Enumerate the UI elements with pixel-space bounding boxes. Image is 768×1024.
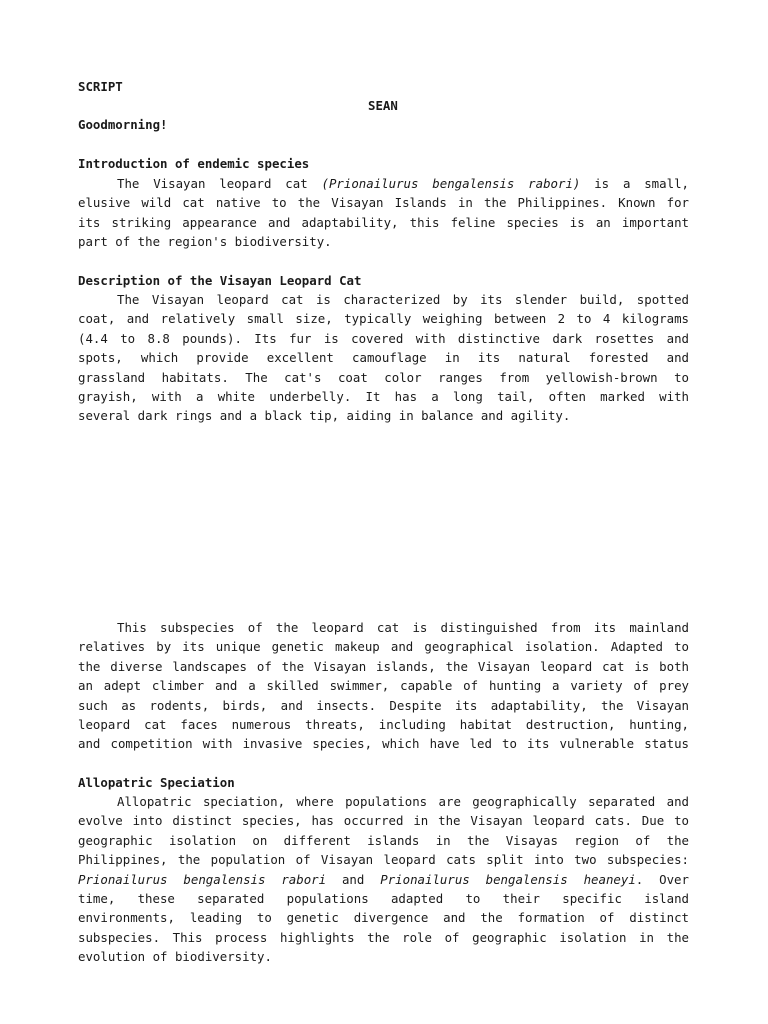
greeting: Goodmorning!	[78, 117, 168, 132]
paragraph-line: elusive wild cat native to the Visayan Islands in the Philippines. Known for	[78, 195, 689, 211]
paragraph-line: evolve into distinct species, has occurred in the Visayan leopard cats. Due to	[78, 813, 689, 829]
paragraph-intro	[78, 174, 689, 252]
paragraph-line: relatives by its unique genetic makeup and geographical isolation. Adapted to	[78, 639, 689, 655]
paragraph-line: spots, which provide excellent camouflage in its natural forested and	[78, 350, 689, 366]
scientific-name: (Prionailurus bengalensis rabori)	[321, 176, 581, 191]
paragraph-line: part of the region's biodiversity.	[78, 234, 332, 250]
paragraph-line: grassland habitats. The cat's coat color ranges from yellowish-brown to	[78, 369, 689, 385]
script-label: SCRIPT	[78, 79, 123, 94]
paragraph-subspecies	[78, 618, 689, 754]
paragraph-line: an adept climber and a skilled swimmer, capable of hunting a variety of prey	[78, 678, 689, 694]
paragraph-line: such as rodents, birds, and insects. Despite its adaptability, the Visayan	[78, 697, 689, 713]
paragraph-line: subspecies. This process highlights the role of geographic isolation in the	[78, 929, 689, 945]
paragraph-line: grayish, with a white underbelly. It has a long tail, often marked with	[78, 389, 689, 405]
paragraph-line: This subspecies of the leopard cat is distinguished from its mainland	[117, 620, 689, 635]
scientific-name: Prionailurus bengalensis heaneyi	[380, 871, 636, 887]
speaker-name: SEAN	[368, 98, 398, 113]
paragraph-line: environments, leading to genetic divergence and the formation of distinct	[78, 910, 689, 926]
paragraph-line: geographic isolation on different islands in the Visayas region of the	[78, 832, 689, 848]
paragraph-line: The Visayan leopard cat is characterized by its slender build, spotted	[117, 292, 689, 307]
paragraph-line: several dark rings and a black tip, aiding in balance and agility.	[78, 408, 571, 424]
paragraph-line: Prionailurus bengalensis rabori and Prionailurus bengalensis heaneyi. Over	[78, 871, 689, 887]
section-heading-description: Description of the Visayan Leopard Cat	[78, 273, 362, 288]
paragraph-line: (4.4 to 8.8 pounds). Its fur is covered with distinctive dark rosettes and	[78, 330, 689, 346]
paragraph-description	[78, 290, 689, 426]
paragraph-line: Allopatric speciation, where populations are geographically separated and	[117, 794, 689, 809]
scientific-name: Prionailurus bengalensis rabori	[78, 871, 327, 887]
paragraph-line: leopard cat faces numerous threats, including habitat destruction, hunting,	[78, 717, 689, 733]
paragraph-allopatric	[78, 792, 689, 967]
paragraph-line: coat, and relatively small size, typically weighing between 2 to 4 kilograms	[78, 311, 689, 327]
section-heading-allopatric: Allopatric Speciation	[78, 775, 235, 790]
section-heading-intro: Introduction of endemic species	[78, 156, 310, 171]
paragraph-line: Philippines, the population of Visayan leopard cats split into two subspecies:	[78, 852, 689, 868]
paragraph-line: and competition with invasive species, which have led to its vulnerable status	[78, 736, 689, 752]
paragraph-line: evolution of biodiversity.	[78, 949, 272, 965]
paragraph-line: its striking appearance and adaptability, this feline species is an important	[78, 214, 689, 230]
paragraph-line: the diverse landscapes of the Visayan islands, the Visayan leopard cat is both	[78, 658, 689, 674]
paragraph-line: The Visayan leopard cat (Prionailurus bengalensis rabori) is a small,	[117, 176, 689, 191]
paragraph-line: time, these separated populations adapted to their specific island	[78, 891, 689, 907]
